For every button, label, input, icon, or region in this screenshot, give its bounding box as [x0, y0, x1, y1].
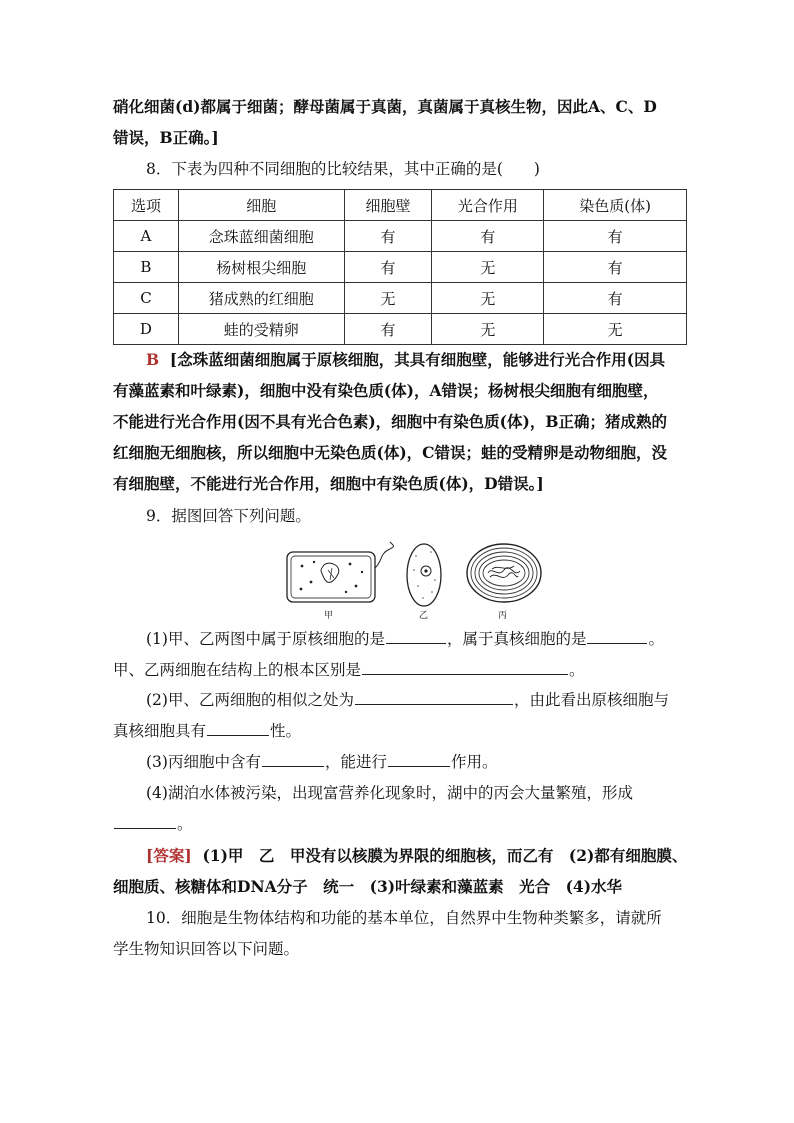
sub-question-text: 。	[569, 661, 585, 679]
sub-question-text: (3)丙细胞中含有	[146, 753, 261, 771]
table-cell: 有	[344, 314, 432, 345]
sub-question-text: (2)甲、乙两细胞的相似之处为	[146, 691, 354, 709]
question-9-sub-1-cont	[113, 660, 585, 680]
question-8-explanation-line-3: 不能进行光合作用(因不具有光合色素)，细胞中有染色质(体)，B正确；猪成熟的	[113, 412, 667, 431]
table-cell: 蛙的受精卵	[178, 314, 344, 345]
prev-answer-line-1: 硝化细菌(d)都属于细菌；酵母菌属于真菌，真菌属于真核生物，因此A、C、D	[113, 97, 657, 116]
table-cell: 杨树根尖细胞	[178, 252, 344, 283]
table-cell: 无	[432, 252, 544, 283]
figure-label-yi: 乙	[419, 611, 429, 621]
table-cell: 念珠蓝细菌细胞	[178, 221, 344, 252]
sub-question-text: 甲、乙两细胞在结构上的根本区别是	[113, 661, 362, 679]
table-cell: A	[114, 221, 179, 252]
table-header-cell: 染色质(体)	[544, 190, 687, 221]
sub-question-text: 。	[177, 815, 193, 833]
explanation-text: [念珠蓝细菌细胞属于原核细胞，其具有细胞壁，能够进行光合作用(因具	[169, 350, 666, 369]
table-cell: 猪成熟的红细胞	[178, 283, 344, 314]
table-row	[114, 252, 687, 283]
table-cell: 有	[344, 221, 432, 252]
table-header-row	[114, 190, 687, 221]
table-header-cell: 光合作用	[432, 190, 544, 221]
table-header-cell: 细胞	[178, 190, 344, 221]
question-9-sub-3	[146, 752, 498, 772]
table-row	[114, 221, 687, 252]
answer-blank	[388, 752, 450, 767]
answer-blank	[262, 752, 324, 767]
prokaryotic-cell-drawing	[287, 542, 394, 602]
comparison-table	[113, 189, 687, 345]
answer-blank	[355, 690, 513, 705]
question-8-explanation-line-1	[146, 350, 665, 370]
answer-blank	[587, 629, 647, 644]
prev-answer-line-2: 错误，B正确。]	[113, 128, 219, 147]
answer-blank	[362, 660, 568, 675]
table-cell: 有	[432, 221, 544, 252]
sub-question-text: ，属于真核细胞的是	[446, 630, 587, 648]
table-cell: 无	[544, 314, 687, 345]
table-cell: 有	[544, 252, 687, 283]
question-10-line-1: 10．细胞是生物体结构和功能的基本单位，自然界中生物种类繁多，请就所	[146, 909, 662, 927]
cyanobacteria-drawing	[467, 544, 541, 602]
answer-blank	[114, 814, 176, 829]
question-9-sub-4: (4)湖泊水体被污染，出现富营养化现象时，湖中的丙会大量繁殖，形成	[146, 784, 633, 802]
question-9-stem: 9．据图回答下列问题。	[146, 507, 311, 525]
question-8-explanation-line-4: 红细胞无细胞核，所以细胞中无染色质(体)，C错误；蛙的受精卵是动物细胞，没	[113, 443, 668, 462]
answer-blank	[207, 721, 269, 736]
table-cell: B	[114, 252, 179, 283]
answer-blank	[386, 629, 446, 644]
question-9-sub-2	[146, 690, 669, 710]
table-cell: 有	[344, 252, 432, 283]
answer-text: (1)甲 乙 甲没有以核膜为界限的细胞核，而乙有 (2)都有细胞膜、	[202, 846, 688, 865]
question-9-answer-line-2: 细胞质、核糖体和DNA分子 统一 (3)叶绿素和藻蓝素 光合 (4)水华	[113, 877, 623, 896]
eukaryotic-cell-drawing	[407, 544, 441, 606]
question-9-sub-4-cont	[113, 814, 193, 834]
sub-question-text: 真核细胞具有	[113, 722, 207, 740]
question-10-line-2: 学生物知识回答以下问题。	[113, 940, 300, 958]
table-cell: C	[114, 283, 179, 314]
table-cell: 无	[432, 283, 544, 314]
sub-question-text: ，能进行	[324, 753, 387, 771]
table-header-cell: 细胞壁	[344, 190, 432, 221]
table-cell: 有	[544, 283, 687, 314]
question-8-stem: 8．下表为四种不同细胞的比较结果，其中正确的是( )	[146, 160, 540, 178]
question-8-explanation-line-2: 有藻蓝素和叶绿素)，细胞中没有染色质(体)，A错误；杨树根尖细胞有细胞壁，	[113, 381, 659, 400]
table-row	[114, 314, 687, 345]
table-cell: 无	[344, 283, 432, 314]
cell-figure	[284, 540, 554, 620]
sub-question-text: 。	[648, 630, 664, 648]
table-cell: 有	[544, 221, 687, 252]
answer-tag: [答案]	[146, 846, 192, 865]
table-cell: D	[114, 314, 179, 345]
sub-question-text: 性。	[270, 722, 302, 740]
table-header-cell: 选项	[114, 190, 179, 221]
figure-label-bing: 丙	[498, 611, 508, 621]
question-9-sub-1	[146, 629, 664, 649]
sub-question-text: 作用。	[450, 753, 498, 771]
table-row	[114, 283, 687, 314]
figure-label-jia: 甲	[324, 611, 334, 621]
sub-question-text: (1)甲、乙两图中属于原核细胞的是	[146, 630, 385, 648]
question-9-answer-line-1	[146, 846, 687, 866]
sub-question-text: ，由此看出原核细胞与	[513, 691, 669, 709]
question-9-sub-2-cont	[113, 721, 301, 741]
table-cell: 无	[432, 314, 544, 345]
question-8-explanation-line-5: 有细胞壁，不能进行光合作用，细胞中有染色质(体)，D错误。]	[113, 474, 544, 493]
answer-letter: B	[146, 350, 160, 369]
